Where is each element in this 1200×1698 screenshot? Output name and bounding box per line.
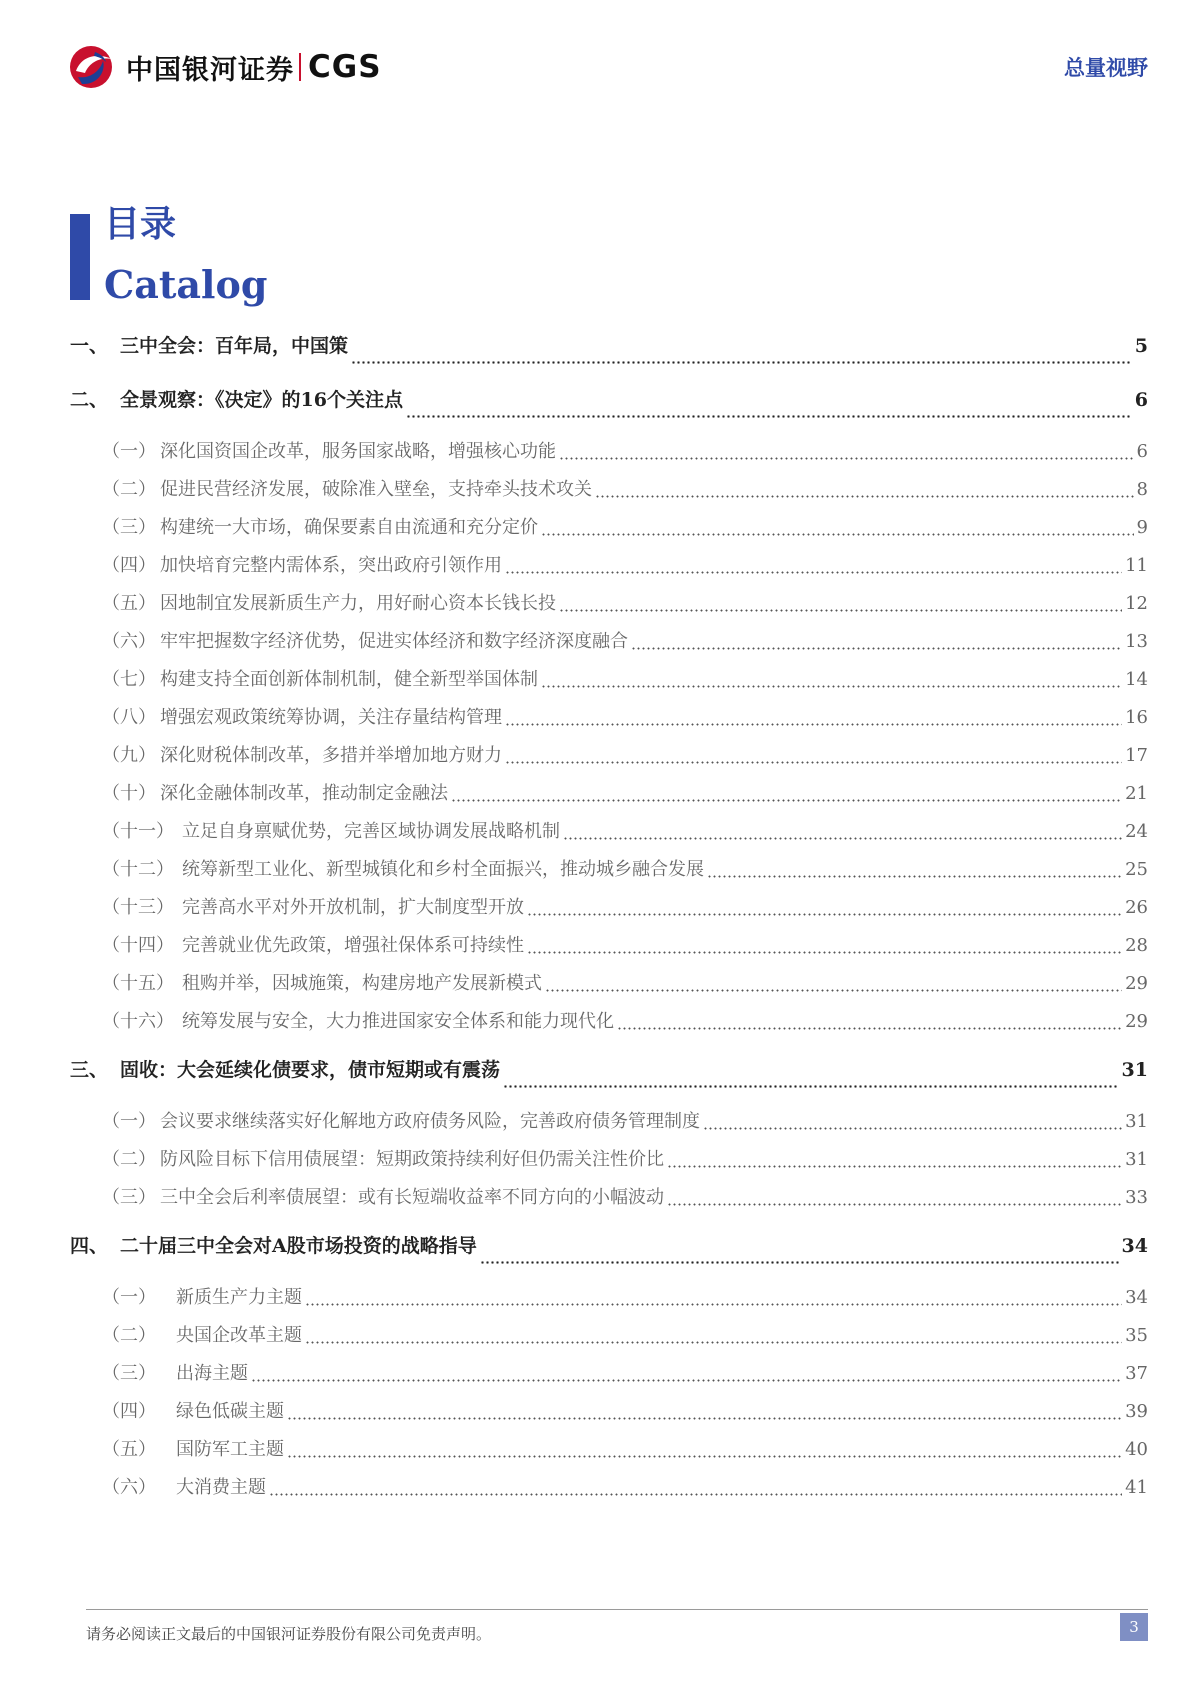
footer-rule: [86, 1609, 1148, 1610]
toc-entry-title: 央国企改革主题: [176, 1325, 302, 1346]
toc-entry-title: 大消费主题: [176, 1477, 266, 1498]
toc-subsection[interactable]: [70, 1359, 1148, 1397]
toc-dot-leader: [541, 533, 1134, 536]
toc-entry-title: 统筹发展与安全，大力推进国家安全体系和能力现代化: [182, 1011, 614, 1032]
toc-subsection[interactable]: [70, 969, 1148, 1007]
toc-dot-leader: [351, 361, 1132, 364]
toc-entry-page: 35: [1125, 1325, 1148, 1346]
toc-entry-title: 完善高水平对外开放机制，扩大制度型开放: [182, 897, 524, 918]
toc-dot-leader: [667, 1165, 1122, 1168]
logo-divider: [299, 53, 301, 81]
toc-dot-leader: [505, 723, 1122, 726]
toc-subsection[interactable]: [70, 817, 1148, 855]
toc-entry-title: 牢牢把握数字经济优势，促进实体经济和数字经济深度融合: [160, 631, 628, 652]
toc-subsection[interactable]: [70, 1435, 1148, 1473]
toc-entry-title: 出海主题: [176, 1363, 248, 1384]
toc-subsection[interactable]: [70, 893, 1148, 931]
toc-entry-page: 14: [1125, 669, 1148, 690]
toc-entry-number: （三）: [102, 1187, 156, 1208]
toc-subsection[interactable]: [70, 1321, 1148, 1359]
title-chinese: 目录: [104, 203, 177, 245]
toc-dot-leader: [287, 1417, 1122, 1420]
toc-subsection[interactable]: [70, 1107, 1148, 1145]
toc-entry-number: （五）: [102, 593, 156, 614]
toc-entry-number: （七）: [102, 669, 156, 690]
toc-subsection[interactable]: [70, 931, 1148, 969]
toc-entry-title: 深化财税体制改革，多措并举增加地方财力: [160, 745, 502, 766]
toc-entry-number: （八）: [102, 707, 156, 728]
toc-entry-number: （三）: [102, 1363, 156, 1384]
toc-entry-number: （十）: [102, 783, 156, 804]
toc-entry-title: 新质生产力主题: [176, 1287, 302, 1308]
toc-subsection[interactable]: [70, 1397, 1148, 1435]
toc-entry-page: 31: [1125, 1149, 1148, 1170]
toc-dot-leader: [527, 951, 1122, 954]
toc-entry-title: 立足自身禀赋优势，完善区域协调发展战略机制: [182, 821, 560, 842]
toc-entry-number: （一）: [102, 1287, 156, 1308]
cgs-logo-icon: [68, 44, 116, 90]
toc-entry-page: 9: [1136, 517, 1148, 538]
company-logo: [68, 44, 382, 90]
toc-entry-number: （十三）: [102, 897, 174, 918]
toc-entry-title: 防风险目标下信用债展望：短期政策持续利好但仍需关注性价比: [160, 1149, 664, 1170]
toc-entry-page: 6: [1134, 389, 1148, 411]
toc-dot-leader: [617, 1027, 1122, 1030]
toc-dot-leader: [287, 1455, 1122, 1458]
toc-subsection[interactable]: [70, 1473, 1148, 1511]
toc-entry-title: 完善就业优先政策，增强社保体系可持续性: [182, 935, 524, 956]
toc-entry-number: （十五）: [102, 973, 174, 994]
toc-entry-number: （九）: [102, 745, 156, 766]
toc-entry-page: 25: [1125, 859, 1148, 880]
toc-dot-leader: [451, 799, 1122, 802]
toc-section[interactable]: [70, 331, 1148, 381]
toc-entry-page: 5: [1134, 335, 1148, 357]
toc-subsection[interactable]: [70, 627, 1148, 665]
toc-entry-title: 绿色低碳主题: [176, 1401, 284, 1422]
toc-subsection[interactable]: [70, 665, 1148, 703]
toc-entry-page: 16: [1125, 707, 1148, 728]
logo-chinese-name: 中国银河证券: [126, 54, 294, 86]
toc-section[interactable]: [70, 1231, 1148, 1281]
toc-entry-number: （十二）: [102, 859, 174, 880]
toc-dot-leader: [667, 1203, 1122, 1206]
toc-subsection[interactable]: [70, 589, 1148, 627]
toc-entry-page: 29: [1125, 1011, 1148, 1032]
toc-dot-leader: [703, 1127, 1122, 1130]
toc-entry-page: 34: [1125, 1287, 1148, 1308]
toc-subsection[interactable]: [70, 1007, 1148, 1045]
toc-dot-leader: [480, 1261, 1119, 1264]
table-of-contents: [70, 331, 1148, 1521]
toc-entry-page: 13: [1125, 631, 1148, 652]
toc-dot-leader: [595, 495, 1134, 498]
toc-section[interactable]: [70, 385, 1148, 435]
toc-entry-page: 6: [1136, 441, 1148, 462]
toc-entry-title: 国防军工主题: [176, 1439, 284, 1460]
toc-entry-page: 33: [1125, 1187, 1148, 1208]
toc-entry-title: 三中全会：百年局，中国策: [120, 335, 349, 357]
toc-dot-leader: [631, 647, 1122, 650]
toc-entry-number: （六）: [102, 631, 156, 652]
toc-dot-leader: [559, 609, 1122, 612]
toc-entry-number: （四）: [102, 1401, 156, 1422]
toc-dot-leader: [527, 913, 1122, 916]
toc-dot-leader: [545, 989, 1122, 992]
toc-entry-title: 促进民营经济发展，破除准入壁垒，支持牵头技术攻关: [160, 479, 592, 500]
toc-entry-number: （二）: [102, 1149, 156, 1170]
toc-entry-title: 增强宏观政策统筹协调，关注存量结构管理: [160, 707, 502, 728]
toc-entry-title: 固收：大会延续化债要求，债市短期或有震荡: [120, 1059, 501, 1081]
toc-entry-number: （二）: [102, 1325, 156, 1346]
toc-entry-number: （十一）: [102, 821, 174, 842]
toc-entry-number: （二）: [102, 479, 156, 500]
toc-entry-title: 统筹新型工业化、新型城镇化和乡村全面振兴，推动城乡融合发展: [182, 859, 704, 880]
toc-entry-page: 34: [1121, 1235, 1148, 1257]
toc-entry-page: 28: [1125, 935, 1148, 956]
toc-entry-number: （十四）: [102, 935, 174, 956]
toc-entry-title: 会议要求继续落实好化解地方政府债务风险，完善政府债务管理制度: [160, 1111, 700, 1132]
toc-entry-page: 37: [1125, 1363, 1148, 1384]
toc-dot-leader: [406, 415, 1132, 418]
title-english: Catalog: [104, 262, 268, 307]
toc-subsection[interactable]: [70, 779, 1148, 817]
toc-entry-page: 31: [1121, 1059, 1148, 1081]
toc-dot-leader: [305, 1341, 1122, 1344]
toc-dot-leader: [505, 761, 1122, 764]
toc-dot-leader: [305, 1303, 1122, 1306]
toc-entry-title: 构建统一大市场，确保要素自由流通和充分定价: [160, 517, 538, 538]
toc-entry-number: （四）: [102, 555, 156, 576]
toc-dot-leader: [269, 1493, 1122, 1496]
toc-entry-page: 17: [1125, 745, 1148, 766]
toc-dot-leader: [559, 457, 1134, 460]
toc-entry-title: 构建支持全面创新体制机制，健全新型举国体制: [160, 669, 538, 690]
toc-entry-page: 12: [1125, 593, 1148, 614]
toc-dot-leader: [541, 685, 1122, 688]
toc-subsection[interactable]: [70, 855, 1148, 893]
toc-dot-leader: [707, 875, 1122, 878]
toc-entry-number: （一）: [102, 1111, 156, 1132]
toc-entry-page: 11: [1125, 555, 1148, 576]
toc-subsection[interactable]: [70, 513, 1148, 551]
toc-subsection[interactable]: [70, 1283, 1148, 1321]
toc-subsection[interactable]: [70, 703, 1148, 741]
logo-english-name: CGS: [308, 49, 382, 85]
toc-dot-leader: [251, 1379, 1122, 1382]
toc-dot-leader: [503, 1085, 1119, 1088]
page-header: [68, 40, 1148, 92]
toc-entry-title: 全景观察：《决定》的16个关注点: [120, 389, 403, 411]
toc-entry-title: 二十届三中全会对A股市场投资的战略指导: [120, 1235, 477, 1257]
toc-entry-number: （一）: [102, 441, 156, 462]
page-number: 3: [1120, 1613, 1148, 1641]
toc-subsection[interactable]: [70, 437, 1148, 475]
toc-entry-title: 租购并举，因城施策，构建房地产发展新模式: [182, 973, 542, 994]
footer-disclaimer: 请务必阅读正文最后的中国银河证券股份有限公司免责声明。: [86, 1625, 492, 1643]
toc-subsection[interactable]: [70, 1145, 1148, 1183]
toc-entry-page: 41: [1125, 1477, 1148, 1498]
toc-entry-number: 三、: [70, 1059, 109, 1081]
toc-entry-page: 21: [1125, 783, 1148, 804]
section-tag: 总量视野: [1064, 55, 1148, 80]
title-accent-bar: [70, 214, 90, 300]
toc-section[interactable]: [70, 1055, 1148, 1105]
toc-entry-number: 一、: [70, 335, 109, 357]
toc-entry-title: 加快培育完整内需体系，突出政府引领作用: [160, 555, 502, 576]
toc-entry-page: 40: [1125, 1439, 1148, 1460]
toc-entry-number: （六）: [102, 1477, 156, 1498]
toc-subsection[interactable]: [70, 475, 1148, 513]
toc-dot-leader: [505, 571, 1122, 574]
toc-entry-page: 26: [1125, 897, 1148, 918]
toc-entry-number: 二、: [70, 389, 109, 411]
toc-entry-page: 24: [1125, 821, 1148, 842]
toc-entry-page: 8: [1136, 479, 1148, 500]
toc-subsection[interactable]: [70, 741, 1148, 779]
toc-entry-title: 深化金融体制改革，推动制定金融法: [160, 783, 448, 804]
toc-entry-page: 29: [1125, 973, 1148, 994]
toc-entry-number: （三）: [102, 517, 156, 538]
toc-entry-number: （十六）: [102, 1011, 174, 1032]
toc-entry-number: （五）: [102, 1439, 156, 1460]
toc-entry-number: 四、: [70, 1235, 109, 1257]
toc-entry-page: 31: [1125, 1111, 1148, 1132]
toc-entry-title: 因地制宜发展新质生产力，用好耐心资本长钱长投: [160, 593, 556, 614]
toc-subsection[interactable]: [70, 1183, 1148, 1221]
toc-entry-page: 39: [1125, 1401, 1148, 1422]
toc-dot-leader: [563, 837, 1122, 840]
page-footer: [86, 1609, 1148, 1643]
toc-entry-title: 深化国资国企改革，服务国家战略，增强核心功能: [160, 441, 556, 462]
toc-subsection[interactable]: [70, 551, 1148, 589]
toc-entry-title: 三中全会后利率债展望：或有长短端收益率不同方向的小幅波动: [160, 1187, 664, 1208]
